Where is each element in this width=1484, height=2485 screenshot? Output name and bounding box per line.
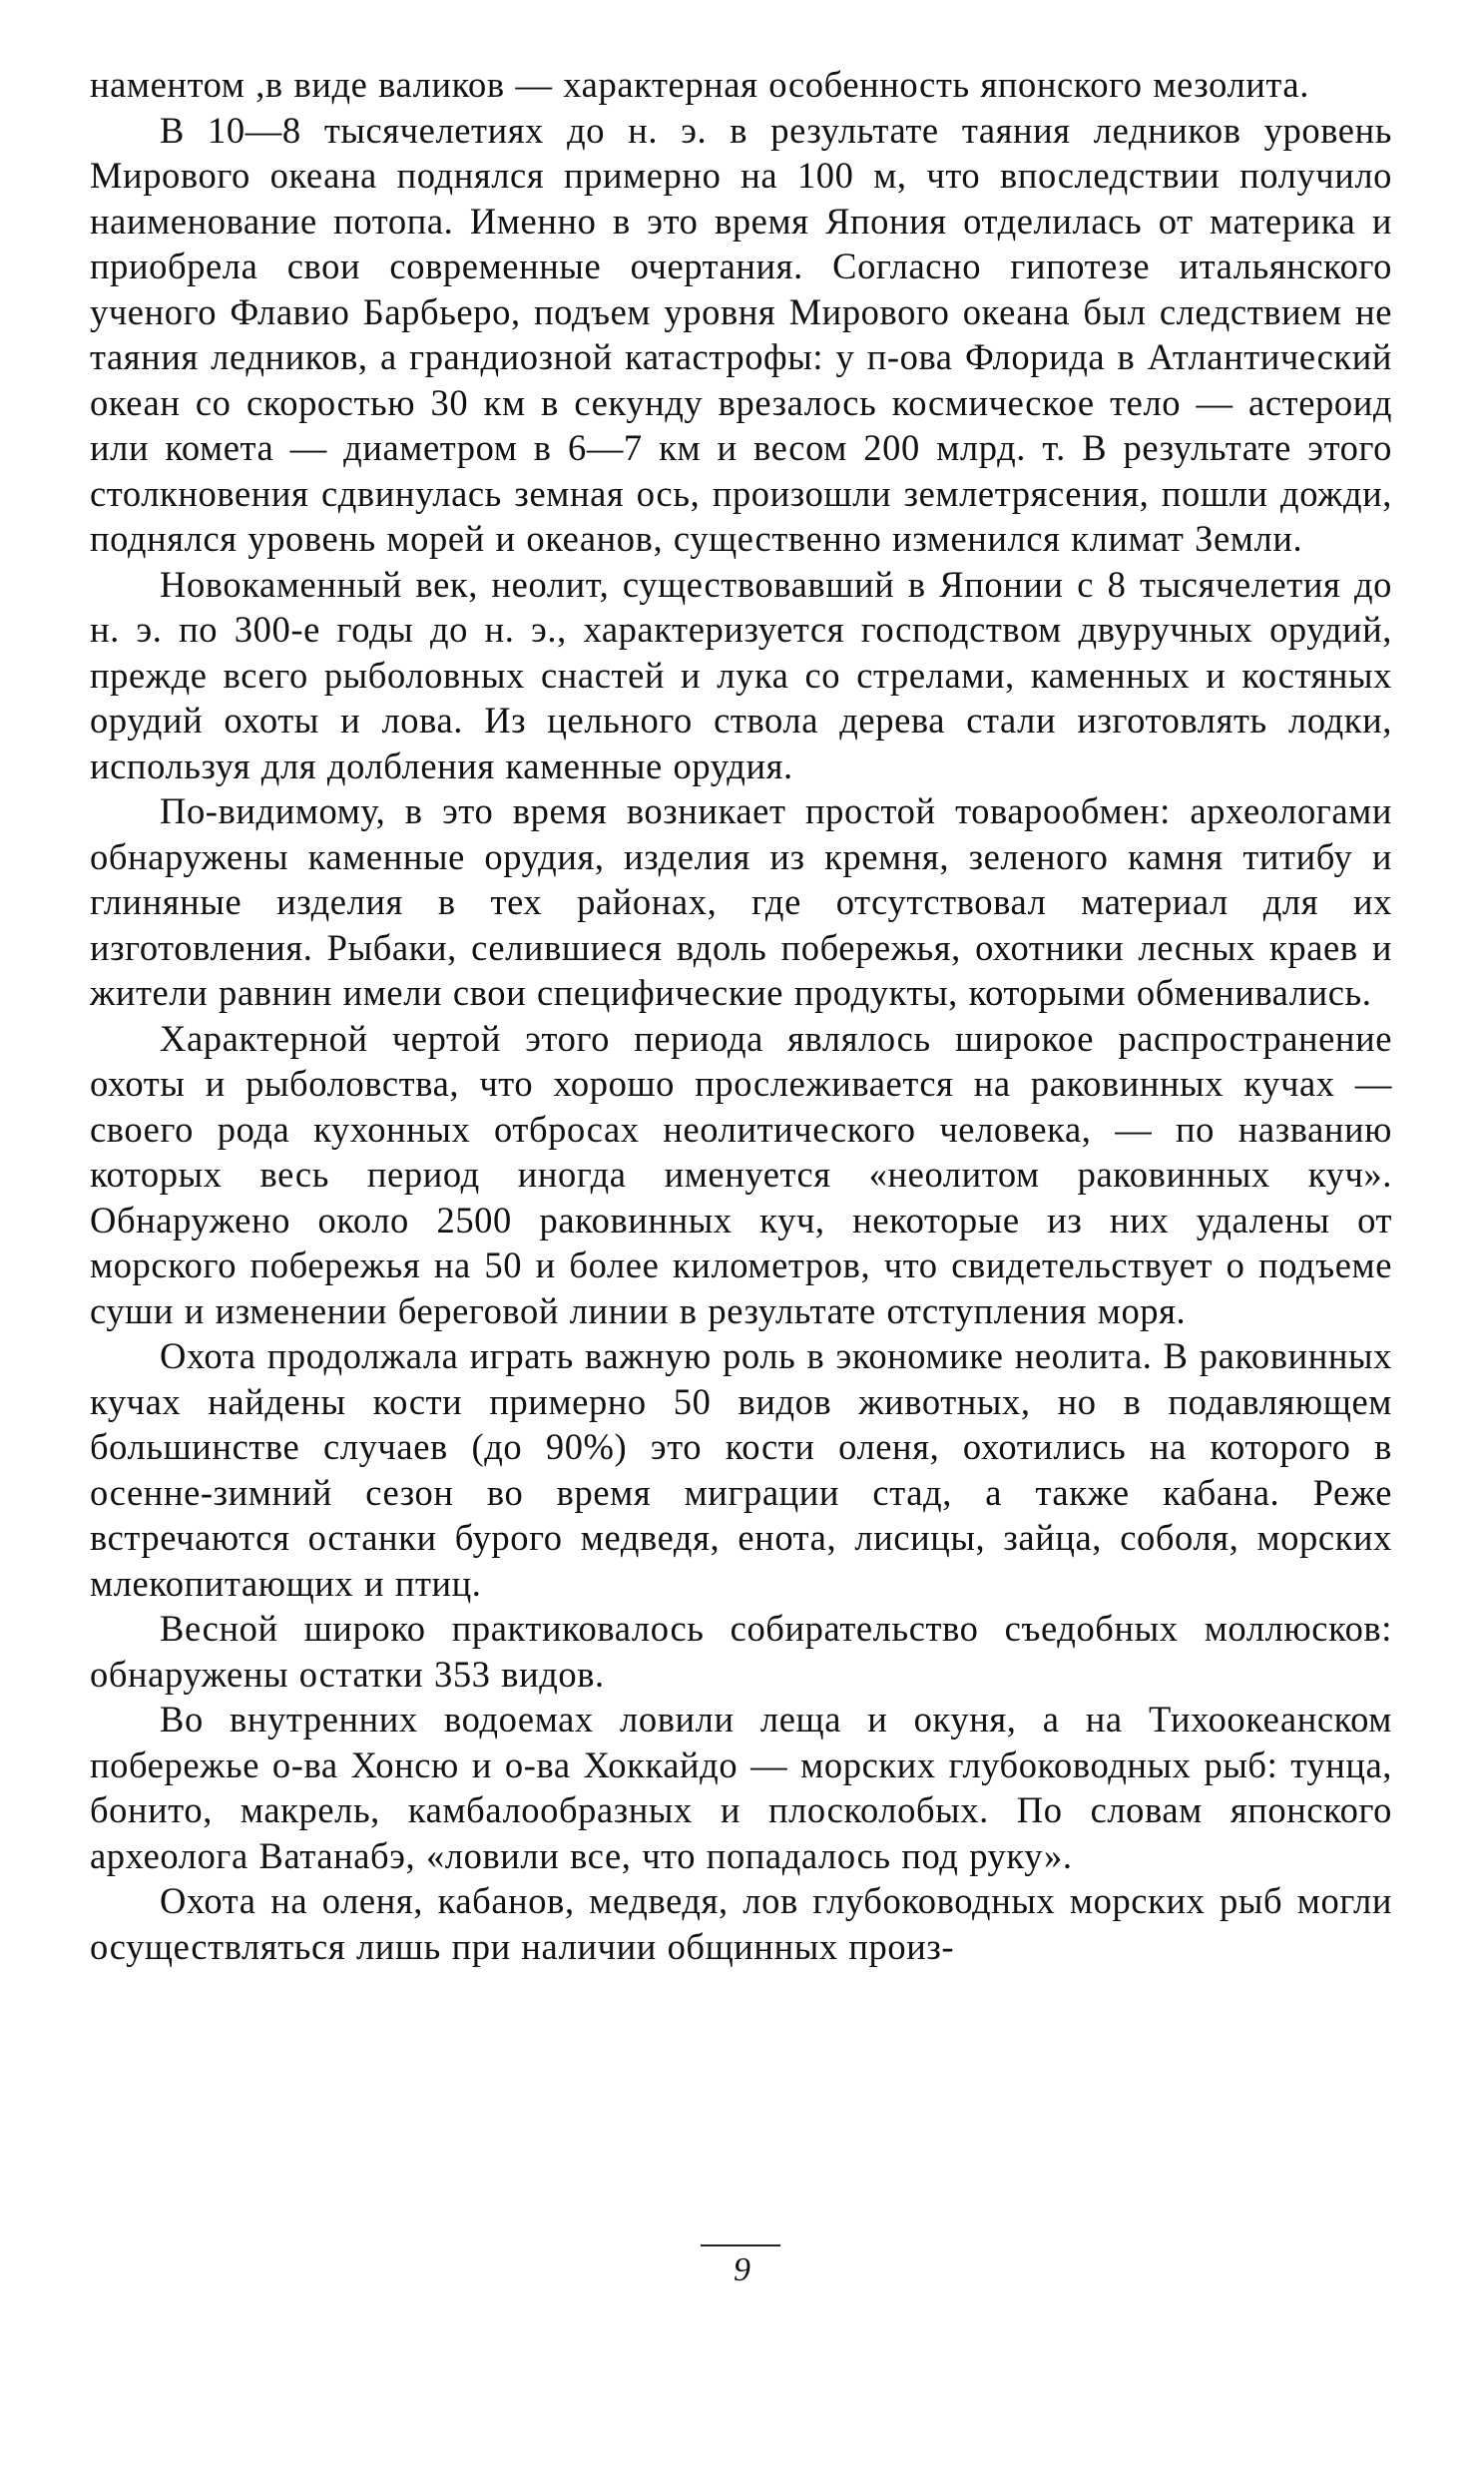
paragraph-6: Охота продолжала играть важную роль в экономике неолита. В раковинных кучах найдены кости примерно 50 видов животных, но в подавляющем большинстве случаев (до 90%) это кости оленя, охотились на которого в осенне-зимний сезон во время миграции стад, а также кабана. Реже встречаются останки бурого медведя, енота, лисицы, зайца, соболя, морских млекопитающих и птиц. <box>90 1335 1392 1604</box>
page-number: 9 <box>734 2251 750 2288</box>
paragraph-1: наментом ,в виде валиков — характерная особенность японского мезолита. <box>90 64 1309 105</box>
paragraph-7: Весной широко практиковалось собирательство съедобных моллюсков: обнаружены остатки 353 видов. <box>90 1608 1392 1695</box>
paragraph-8: Во внутренних водоемах ловили леща и окуня, а на Тихоокеанском побережье о-ва Хонсю и о-ва Хоккайдо — морских глубоководных рыб: тунца, бонито, макрель, камбалообразных и плосколобых. По словам японского археолога Ватанабэ, «ловили все, что попадалось под руку». <box>90 1699 1392 1876</box>
paragraph-2: В 10—8 тысячелетиях до н. э. в результате таяния ледников уровень Мирового океана поднялся примерно на 100 м, что впоследствии получило наименование потопа. Именно в это время Япония отделилась от материка и приобрела свои современные очертания. Согласно гипотезе итальянского ученого Флавио Барбьеро, подъем уровня Мирового океана был следствием не таяния ледников, а грандиозной катастрофы: у п-ова Флорида в Атлантический океан со скоростью 30 км в секунду врезалось космическое тело — астероид или комета — диаметром в 6—7 км и весом 200 млрд. т. В результате этого столкновения сдвинулась земная ось, произошли землетрясения, пошли дожди, поднялся уровень морей и океанов, существенно изменился климат Земли. <box>90 109 1392 559</box>
paragraph-5: Характерной чертой этого периода являлось широкое распространение охоты и рыболовства, что хорошо прослеживается на раковинных кучах — своего рода кухонных отбросах неолитического человека, — по названию которых весь период иногда именуется «неолитом раковинных куч». Обнаружено около 2500 раковинных куч, некоторые из них удалены от морского побережья на 50 и более километров, что свидетельствует о подъеме суши и изменении береговой линии в результате отступления моря. <box>90 1017 1392 1331</box>
paragraph-9: Охота на оленя, кабанов, медведя, лов глубоководных морских рыб могли осуществляться лишь при наличии общинных произ- <box>90 1880 1392 1967</box>
page-body <box>90 62 1392 1969</box>
paragraph-4: По-видимому, в это время возникает простой товарообмен: археологами обнаружены каменные орудия, изделия из кремня, зеленого камня титибу и глиняные изделия в тех районах, где отсутствовал материал для их изготовления. Рыбаки, селившиеся вдоль побережья, охотники лесных краев и жители равнин имели свои специфические продукты, которыми обменивались. <box>90 790 1392 1013</box>
page-number-rule <box>701 2244 780 2246</box>
paragraph-3: Новокаменный век, неолит, существовавший в Японии с 8 тысячелетия до н. э. по 300-е годы до н. э., характеризуется господством двуручных орудий, прежде всего рыболовных снастей и лука со стрелами, каменных и костяных орудий охоты и лова. Из цельного ствола дерева стали изготовлять лодки, используя для долбления каменные орудия. <box>90 563 1392 786</box>
